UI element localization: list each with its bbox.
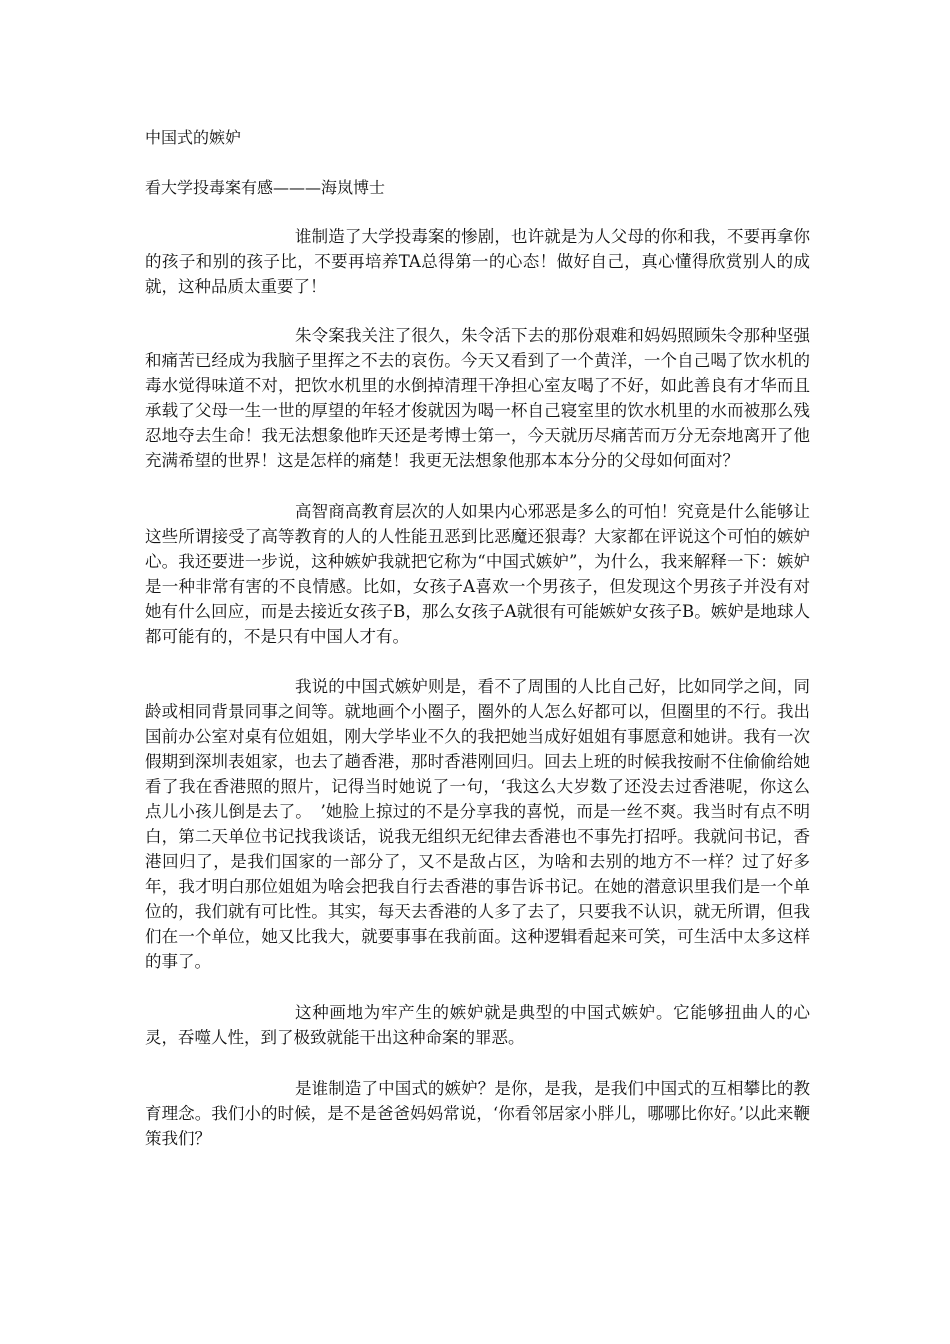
paragraph: 是谁制造了中国式的嫉妒？是你，是我，是我们中国式的互相攀比的教育理念。我们小的时候，是不是爸爸妈妈常说，‘你看邻居家小胖儿，哪哪比你好。’以此来鞭策我们？ xyxy=(145,1079,810,1148)
paragraph: 我说的中国式嫉妒则是，看不了周围的人比自己好，比如同学之间，同龄或相同背景同事之间等。就地画个小圈子，圈外的人怎么好都可以，但圈里的不行。我出国前办公室对桌有位姐姐，刚大学毕业不久的我把她当成好姐姐有事愿意和她讲。我有一次假期到深圳表姐家，也去了趟香港，那时香港刚回归。回去上班的时候我按耐不住偷偷给她看了我在香港照的照片，记得当时她说了一句，‘我这么大岁数了还没去过香港呢，你这么点儿小孩儿倒是去了。 ’她脸上掠过的不是分享我的喜悦，而是一丝不爽。我当时有点不明白，第二天单位书记找我谈话，说我无组织无纪律去香港也不事先打招呼。我就问书记，香港回归了，是我们国家的一部分了，又不是敌占区，为啥和去别的地方不一样？过了好多年，我才明白那位姐姐为啥会把我自行去香港的事告诉书记。在她的潜意识里我们是一个单位的，我们就有可比性。其实，每天去香港的人多了去了，只要我不认识，就无所谓，但我们在一个单位，她又比我大，就要事事在我前面。这种逻辑看起来可笑，可生活中太多这样的事了。 xyxy=(145,677,810,971)
document-title: 中国式的嫉妒 xyxy=(145,128,242,147)
document-subtitle: 看大学投毒案有感———海岚博士 xyxy=(145,178,386,197)
paragraph: 谁制造了大学投毒案的惨剧，也许就是为人父母的你和我，不要再拿你的孩子和别的孩子比，不要再培养TA总得第一的心态！做好自己，真心懂得欣赏别人的成就，这种品质太重要了！ xyxy=(145,227,810,296)
paragraph: 这种画地为牢产生的嫉妒就是典型的中国式嫉妒。它能够扭曲人的心灵，吞噬人性，到了极致就能干出这种命案的罪恶。 xyxy=(145,1003,810,1047)
paragraph: 高智商高教育层次的人如果内心邪恶是多么的可怕！究竟是什么能够让这些所谓接受了高等教育的人的人性能丑恶到比恶魔还狠毒？大家都在评说这个可怕的嫉妒心。我还要进一步说，这种嫉妒我就把它称为“中国式嫉妒”，为什么，我来解释一下：嫉妒是一种非常有害的不良情感。比如，女孩子A喜欢一个男孩子，但发现这个男孩子并没有对她有什么回应，而是去接近女孩子B，那么女孩子A就很有可能嫉妒女孩子B。嫉妒是地球人都可能有的，不是只有中国人才有。 xyxy=(145,502,810,646)
document-page xyxy=(145,118,810,1151)
paragraph: 朱令案我关注了很久，朱令活下去的那份艰难和妈妈照顾朱令那种坚强和痛苦已经成为我脑子里挥之不去的哀伤。今天又看到了一个黄洋，一个自己喝了饮水机的毒水觉得味道不对，把饮水机里的水倒掉清理干净担心室友喝了不好，如此善良有才华而且承载了父母一生一世的厚望的年轻才俊就因为喝一杯自己寝室里的饮水机里的水而被那么残忍地夺去生命！我无法想象他昨天还是考博士第一，今天就历尽痛苦而万分无奈地离开了他充满希望的世界！这是怎样的痛楚！我更无法想象他那本本分分的父母如何面对？ xyxy=(145,326,810,470)
